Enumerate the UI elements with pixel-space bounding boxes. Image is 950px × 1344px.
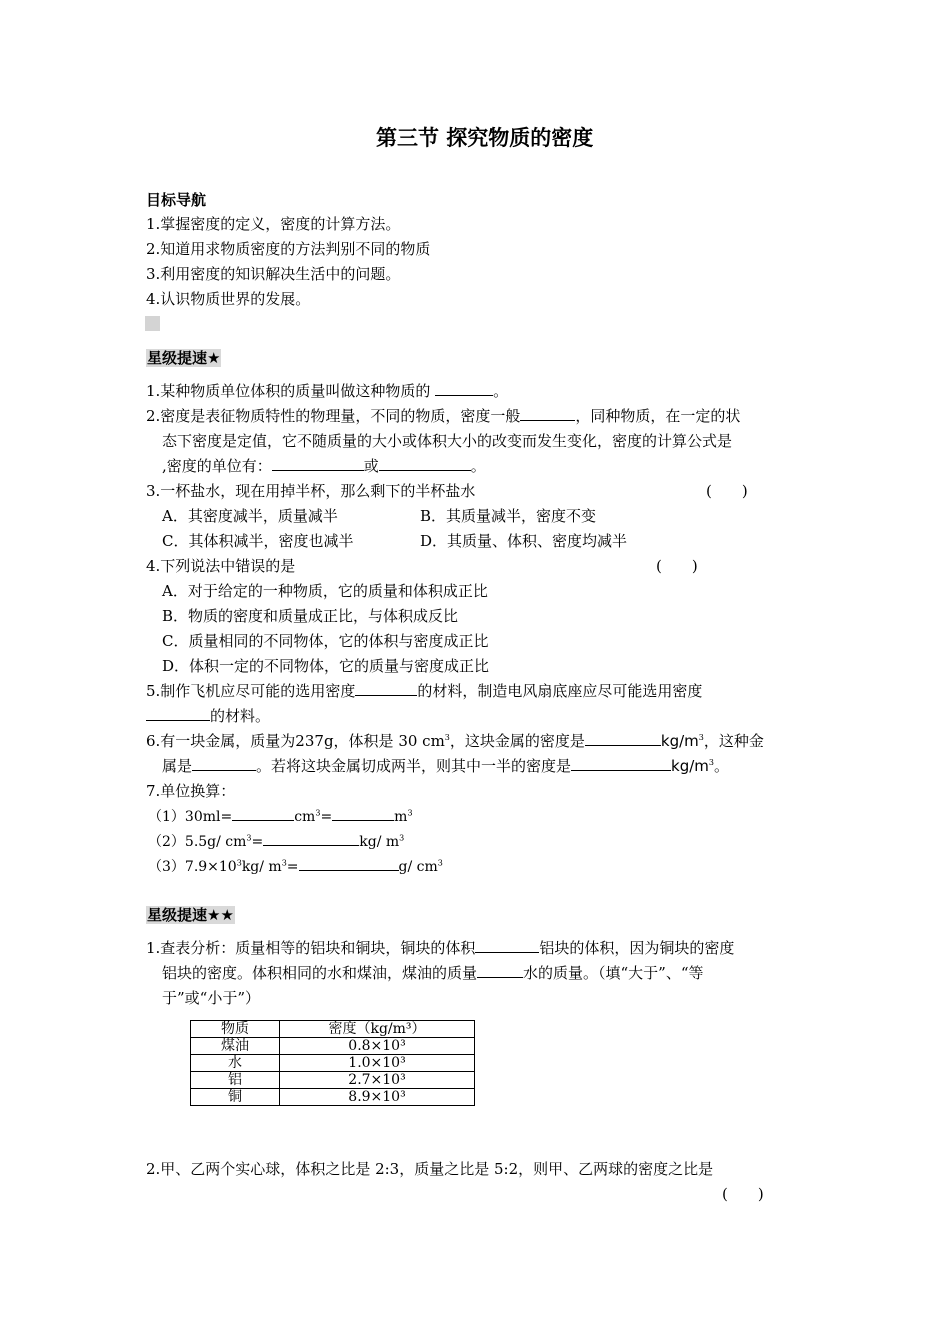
table-cell: 0.8×10³ [280,1038,475,1055]
goal-item: 1.掌握密度的定义，密度的计算方法。 [146,215,401,233]
unit-label: kg/m [660,732,699,750]
option-d: D．体积一定的不同物体，它的质量与密度成正比 [162,657,490,675]
s2q1-text: 铝块的密度。体积相同的水和煤油，煤油的质量 [162,964,478,982]
answer-blank[interactable] [355,681,417,696]
question-6-line2 [162,756,729,776]
question-2-line3 [162,456,486,476]
question-4-stem: 4.下列说法中错误的是 [146,557,296,575]
q7-sub1 [148,806,413,827]
q6-text: ，这种金 [703,732,764,750]
s2q1-text: 铝块的体积，因为铜块的密度 [539,939,735,957]
table-cell: 8.9×10³ [280,1089,475,1106]
q7-sub3 [148,856,443,877]
q6-text: ，这块金属的密度是 [449,732,585,750]
q1-end: 。 [493,382,509,400]
superscript: 3 [315,808,321,818]
option-b: B．物质的密度和质量成正比，与体积成反比 [162,607,459,625]
table-row [191,1055,475,1072]
q7-text: （1）30ml= [148,809,233,825]
question-6-line1 [146,731,764,751]
superscript: 3 [444,733,450,742]
s2-question-2: 2.甲、乙两个实心球，体积之比是 2:3，质量之比是 5:2，则甲、乙两球的密度之比是 [146,1160,714,1178]
q5-text: 的材料，制造电风扇底座应尽可能选用密度 [417,682,703,700]
q7-text: = [320,809,333,825]
q7-text: cm [294,809,316,825]
section2-heading [146,905,235,925]
answer-blank[interactable] [232,806,294,821]
s2-question-1-line2 [162,963,704,983]
q7-text: = [286,859,299,875]
s2q1-text: 水的质量。（填“大于”、“等 [523,964,704,982]
answer-blank[interactable] [272,456,364,471]
answer-blank[interactable] [192,756,256,771]
answer-blank[interactable] [475,938,539,953]
q7-sub2 [148,831,404,852]
question-3-stem: 3.一杯盐水，现在用掉半杯，那么剩下的半杯盐水 [146,482,476,500]
superscript: 3 [708,758,714,767]
superscript: 3 [407,808,413,818]
answer-blank[interactable] [146,706,210,721]
table-cell: 2.7×10³ [280,1072,475,1089]
q7-text: g/ cm [398,859,438,875]
q5-text: 的材料。 [210,707,271,725]
q7-text: m [394,809,408,825]
answer-blank[interactable] [477,963,523,978]
answer-blank[interactable] [263,831,359,846]
table-cell: 铝 [191,1072,280,1089]
answer-paren[interactable]: ( ) [706,482,748,500]
q2-text: 或 [363,457,379,475]
page-title: 第三节 探究物质的密度 [376,126,594,150]
q6-text: 。若将这块金属切成两半，则其中一半的密度是 [256,757,572,775]
q7-text: = [251,834,264,850]
placeholder-box [145,316,160,331]
density-table [190,1020,475,1106]
goal-item: 3.利用密度的知识解决生活中的问题。 [146,265,401,283]
table-header-row [191,1021,475,1038]
answer-blank[interactable] [299,856,399,871]
superscript: 3 [281,858,287,868]
question-5-line2 [146,706,270,726]
q6-text: 属是 [162,757,193,775]
superscript: 3 [246,833,252,843]
s2-question-1-line3: 于”或“小于”） [162,989,261,1007]
question-7-stem: 7.单位换算： [146,782,236,800]
answer-blank[interactable] [435,381,493,396]
table-header: 密度（kg/m³） [280,1021,475,1038]
table-cell: 1.0×10³ [280,1055,475,1072]
answer-paren[interactable]: ( ) [656,557,698,575]
q2-text: 。 [470,457,486,475]
goal-item: 4.认识物质世界的发展。 [146,290,311,308]
table-row [191,1072,475,1089]
section1-heading-text: 星级提速★ [147,349,221,367]
q2-text: 2.密度是表征物质特性的物理量，不同的物质，密度一般 [146,407,521,425]
superscript: 3 [437,858,443,868]
q6-text: 6.有一块金属，质量为237g，体积是 30 cm [146,732,445,750]
option-c: C．其体积减半，密度也减半 [162,532,354,550]
answer-blank[interactable] [520,406,575,421]
answer-blank[interactable] [585,731,661,746]
answer-blank[interactable] [571,756,671,771]
q2-text: ，同种物质，在一定的状 [575,407,741,425]
unit-label: kg/m [671,757,709,775]
q1-text: 1.某种物质单位体积的质量叫做这种物质的 [146,382,436,400]
table-cell: 煤油 [191,1038,280,1055]
table-header: 物质 [191,1021,280,1038]
section2-heading-text: 星级提速★★ [147,906,234,924]
s2q1-text: 1.查表分析：质量相等的铝块和铜块，铜块的体积 [146,939,476,957]
question-5-line1 [146,681,702,701]
option-a: A．对于给定的一种物质，它的质量和体积成正比 [162,582,488,600]
q7-text: （3）7.9×10 [148,859,237,875]
q7-text: kg/ m [241,859,282,875]
table-row [191,1038,475,1055]
q6-text: 。 [714,757,730,775]
section1-heading [146,348,221,368]
table-cell: 铜 [191,1089,280,1106]
goal-item: 2.知道用求物质密度的方法判别不同的物质 [146,240,431,258]
question-2-line1 [146,406,740,426]
question-1 [146,381,508,401]
option-d: D．其质量、体积、密度均减半 [420,532,628,550]
question-2-line2: 态下密度是定值，它不随质量的大小或体积大小的改变而发生变化，密度的计算公式是 [162,432,733,450]
answer-blank[interactable] [379,456,471,471]
option-a: A．其密度减半，质量减半 [162,507,338,525]
option-c: C．质量相同的不同物体，它的体积与密度成正比 [162,632,489,650]
goals-heading: 目标导航 [146,191,207,209]
s2-question-1-line1 [146,938,734,958]
superscript: 3 [236,858,242,868]
option-b: B．其质量减半，密度不变 [420,507,597,525]
table-cell: 水 [191,1055,280,1072]
q7-text: （2）5.5g/ cm [148,834,247,850]
superscript: 3 [698,733,704,742]
table-row [191,1089,475,1106]
answer-paren[interactable]: ( ) [722,1185,764,1203]
q7-text: kg/ m [359,834,400,850]
answer-blank[interactable] [332,806,394,821]
q5-text: 5.制作飞机应尽可能的选用密度 [146,682,356,700]
superscript: 3 [399,833,405,843]
q2-text: ,密度的单位有： [162,457,272,475]
